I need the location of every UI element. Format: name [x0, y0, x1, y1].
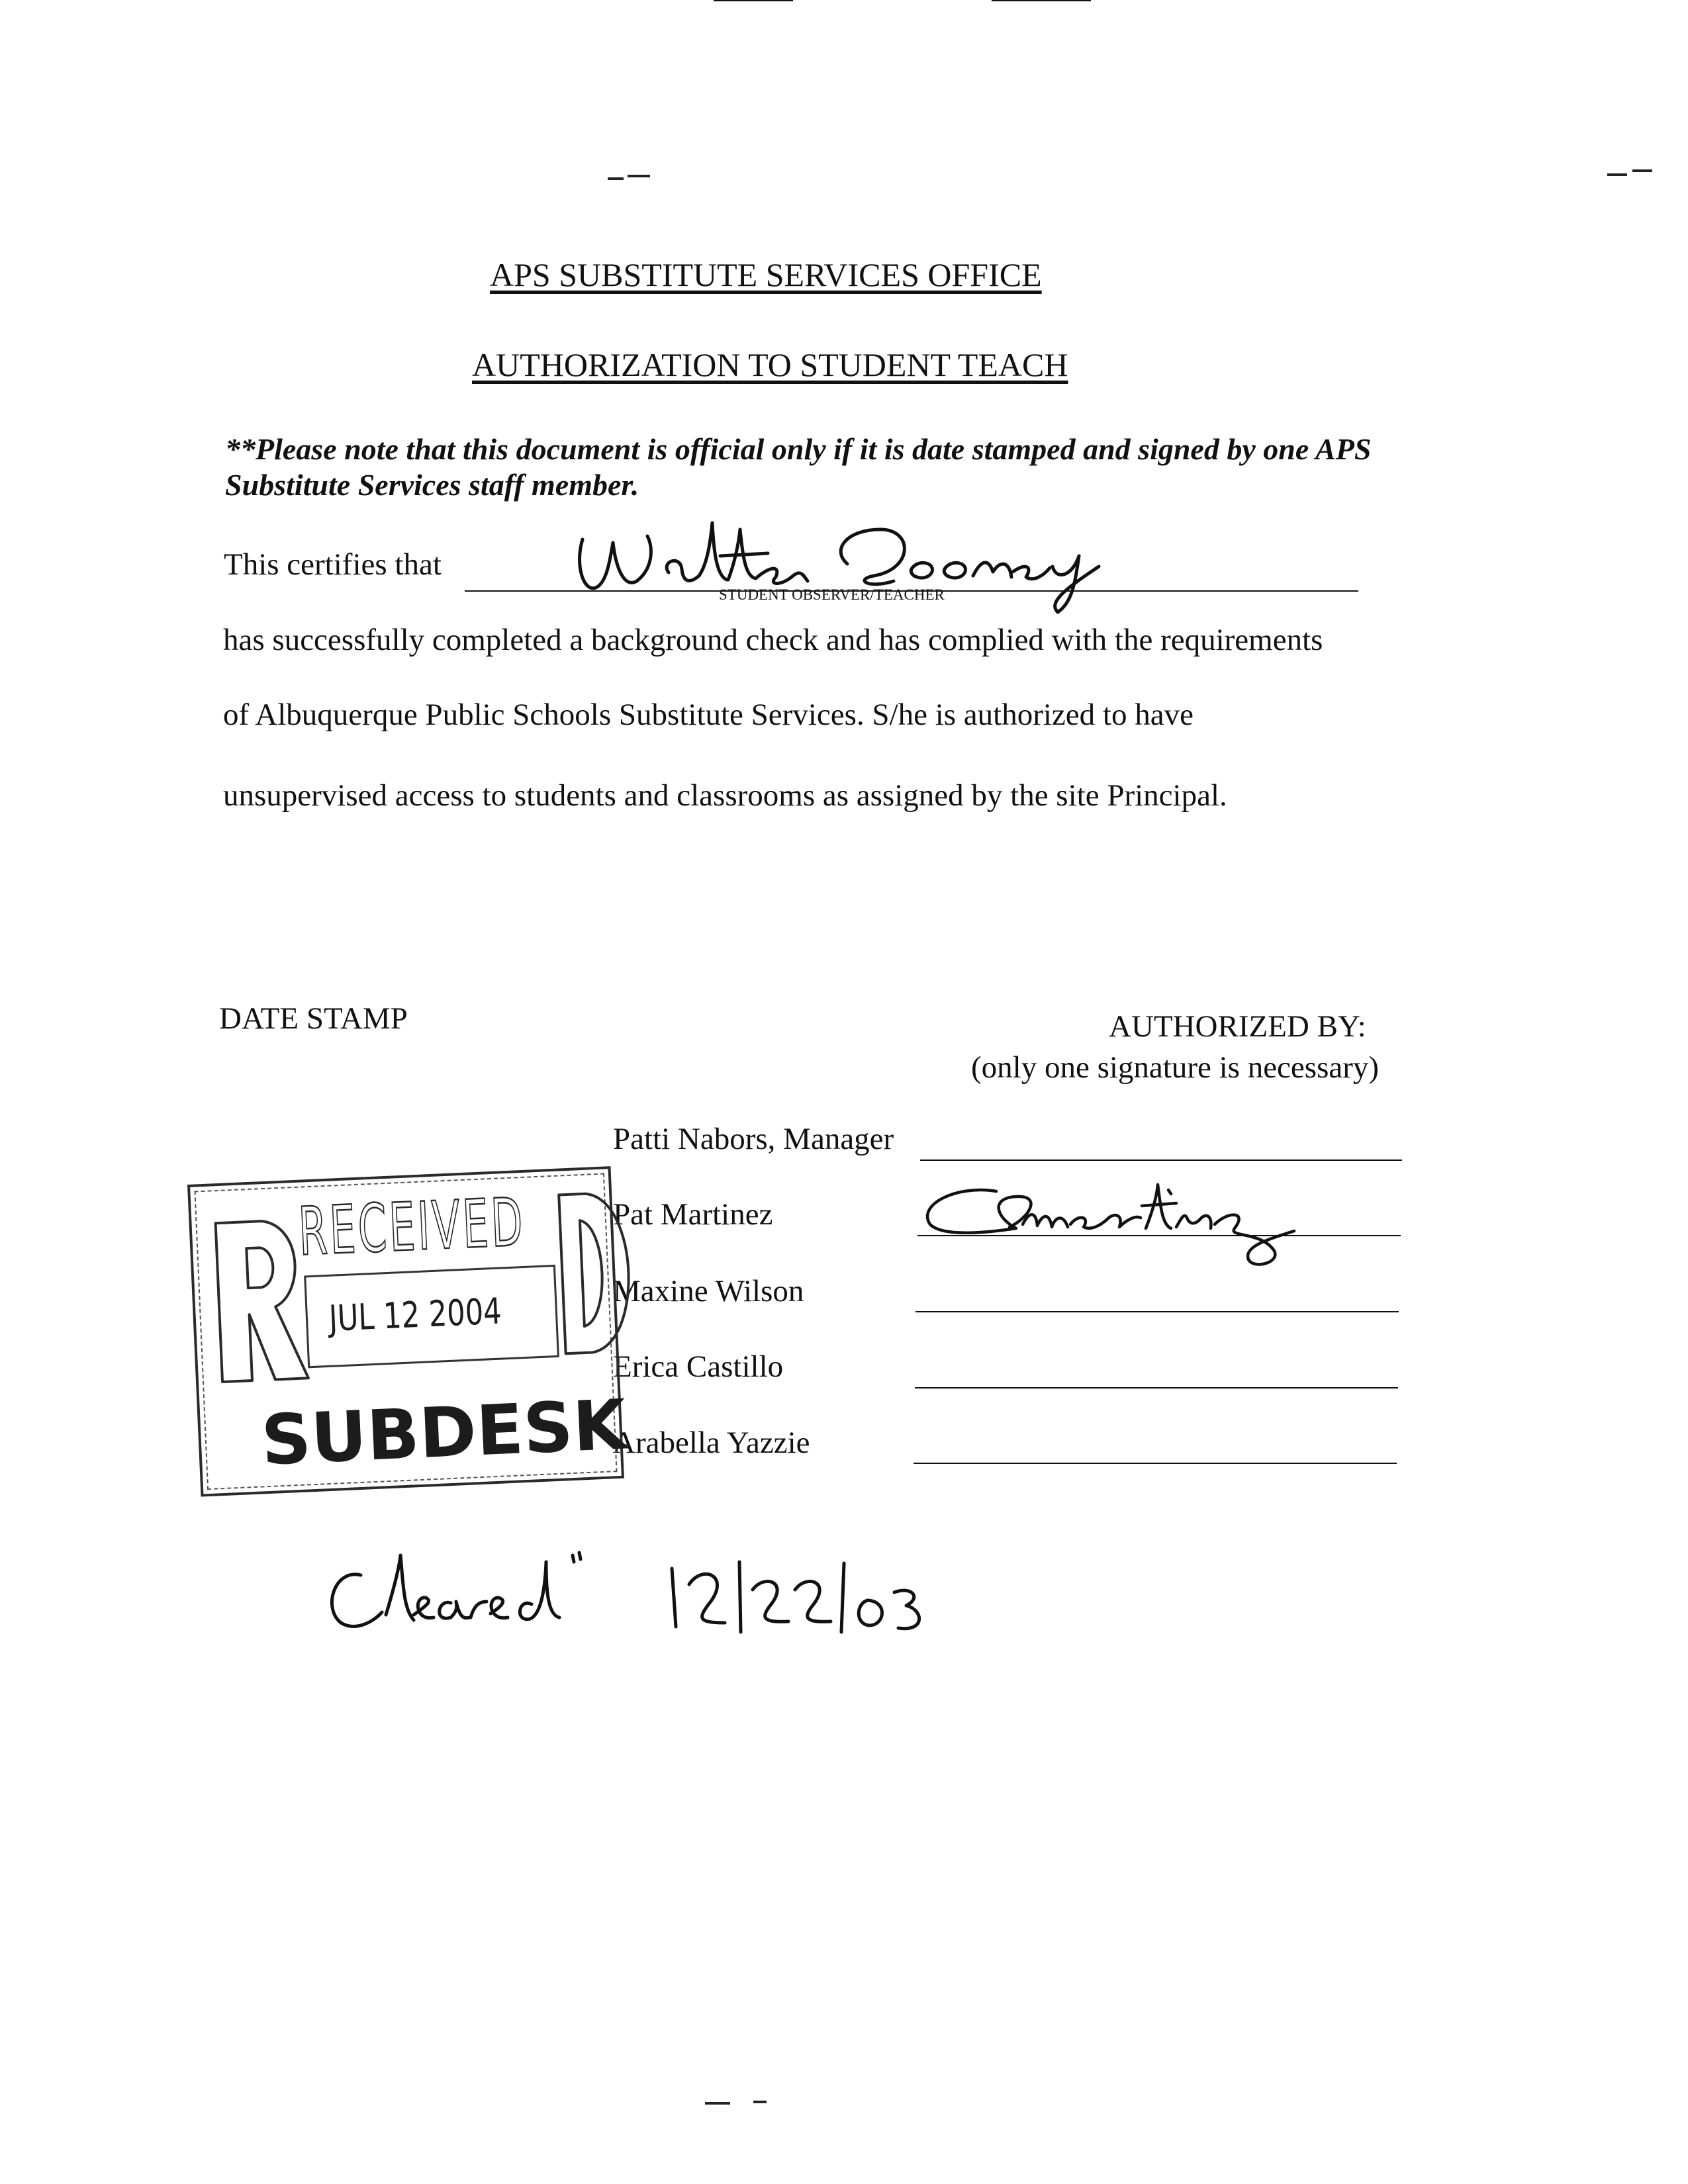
- student-field-caption: STUDENT OBSERVER/TEACHER: [719, 586, 945, 603]
- signer-name: Arabella Yazzie: [613, 1426, 810, 1460]
- stamp-department: SUBDESK: [259, 1384, 628, 1481]
- scan-mark: [1607, 173, 1627, 176]
- signature-line: [915, 1387, 1398, 1388]
- signature-line: [920, 1160, 1402, 1161]
- student-signature: [569, 503, 1125, 615]
- scan-mark: [753, 2101, 767, 2103]
- authorized-by-label: AUTHORIZED BY:: [1109, 1009, 1366, 1044]
- cert-line-1: has successfully completed a background check and has complied with the requirements: [223, 623, 1323, 657]
- date-stamp-label: DATE STAMP: [219, 1001, 408, 1036]
- official-notice: **Please note that this document is official only if it is date stamped and signed by one APS Substitute Services staff member.: [225, 432, 1372, 502]
- authorized-by-note: (only one signature is necessary): [971, 1050, 1380, 1085]
- martinez-signature: [917, 1171, 1314, 1277]
- scan-mark: [628, 175, 650, 177]
- scan-mark: [714, 0, 793, 1]
- signer-name: Erica Castillo: [613, 1349, 784, 1384]
- scan-mark: [992, 0, 1091, 1]
- scan-mark: [608, 177, 624, 180]
- signature-line: [914, 1463, 1397, 1464]
- signer-name: Maxine Wilson: [613, 1274, 804, 1308]
- cleared-handwriting: [321, 1549, 996, 1655]
- signer-name: Patti Nabors, Manager: [613, 1122, 894, 1156]
- form-title: AUTHORIZATION TO STUDENT TEACH: [472, 346, 1068, 383]
- cert-line-2: of Albuquerque Public Schools Substitute Services. S/he is authorized to have: [223, 698, 1194, 732]
- scan-mark: [705, 2102, 730, 2105]
- stamp-word: RECEIVED: [297, 1183, 527, 1271]
- signature-line: [915, 1311, 1399, 1312]
- stamp-date: JUL 12 2004: [328, 1290, 502, 1340]
- scan-mark: [1632, 169, 1652, 172]
- certifies-lead-in: This certifies that: [224, 547, 442, 582]
- cert-line-3: unsupervised access to students and classrooms as assigned by the site Principal.: [223, 778, 1227, 813]
- received-stamp: [187, 1166, 628, 1502]
- office-title: APS SUBSTITUTE SERVICES OFFICE: [490, 256, 1042, 293]
- signer-name: Pat Martinez: [613, 1197, 773, 1232]
